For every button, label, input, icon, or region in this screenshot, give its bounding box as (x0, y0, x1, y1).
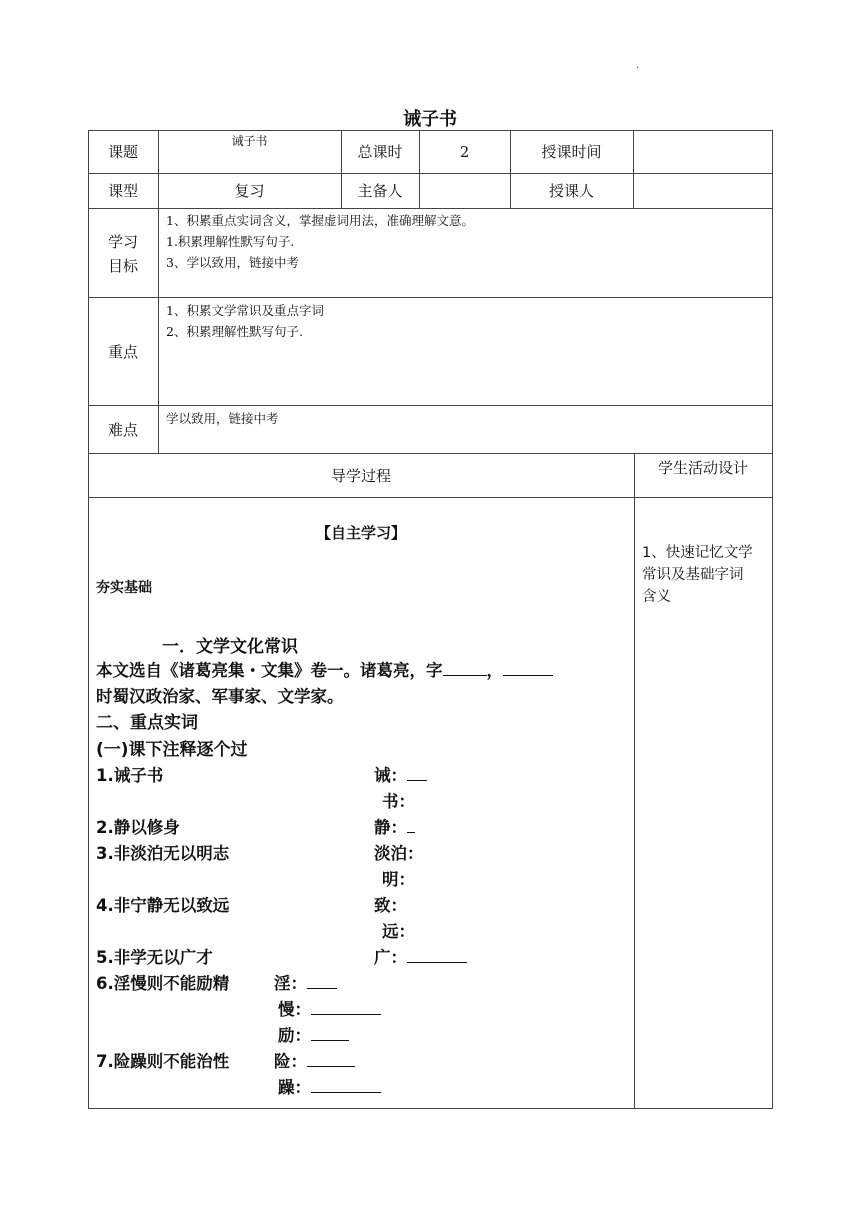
objective-item: 1、积累重点实词含义，掌握虚词用法，准确理解文意。 (166, 213, 474, 228)
answer-blank[interactable] (311, 1078, 381, 1093)
blank-era[interactable] (503, 661, 553, 676)
process-header: 导学过程 (330, 466, 391, 485)
heading-annotations: (一)课下注释逐个过 (96, 740, 248, 760)
objectives-list (166, 210, 766, 273)
type-value: 复习 (234, 182, 265, 200)
heading-key-words: 二、重点实词 (96, 713, 198, 733)
key-point-item: 1、积累文学常识及重点字词 (166, 303, 324, 318)
section-title: 【自主学习】 (315, 524, 406, 542)
item-question: 5.非学无以广才 (96, 948, 213, 967)
heading-literature: 一．文学文化常识 (162, 637, 298, 657)
item-keyword: 静： (374, 814, 415, 838)
answer-blank[interactable] (307, 974, 337, 989)
blank-courtesy-name[interactable] (443, 661, 487, 676)
answer-blank[interactable] (307, 1052, 355, 1067)
item-keyword: 躁： (278, 1074, 381, 1098)
answer-blank[interactable] (407, 818, 415, 833)
item-keyword: 远： (382, 922, 415, 941)
corner-dot: . (636, 60, 640, 71)
activity-list: 1、快速记忆文学 常识及基础字词 含义 (642, 545, 753, 605)
difficulty-text: 学以致用，链接中考 (166, 411, 279, 426)
key-point-item: 2、积累理解性默写句子. (166, 324, 303, 339)
document-title: 诫子书 (403, 109, 457, 130)
total-hours-label: 总课时 (357, 143, 403, 161)
item-question: 6.淫慢则不能励精 (96, 974, 230, 993)
item-question: 7.险躁则不能治性 (96, 1052, 230, 1071)
item-keyword: 广： (374, 944, 467, 968)
answer-blank[interactable] (311, 1000, 381, 1015)
teacher-label: 授课人 (548, 182, 594, 200)
item-question: 3.非淡泊无以明志 (96, 844, 230, 863)
item-keyword: 书： (382, 792, 415, 811)
objectives-label: 学习 目标 (107, 233, 138, 275)
objective-item: 3、学以致用，链接中考 (166, 255, 299, 270)
teacher-value[interactable] (633, 173, 772, 208)
topic-label: 课题 (107, 143, 138, 161)
item-keyword: 诫： (374, 762, 427, 786)
total-hours-value: 2 (459, 142, 470, 161)
preparer-value[interactable] (419, 173, 510, 208)
item-question: 4.非宁静无以致远 (96, 896, 230, 915)
item-keyword: 致： (374, 896, 407, 915)
item-question: 1.诫子书 (96, 766, 164, 785)
key-points-label: 重点 (107, 342, 138, 361)
answer-blank[interactable] (311, 1026, 349, 1041)
literature-paragraph: 本文选自《诸葛亮集・文集》卷一。诸葛亮，字 ， 时蜀汉政治家、军事家、文学家。 (96, 658, 636, 710)
item-keyword: 险： (274, 1048, 355, 1072)
answer-blank[interactable] (407, 766, 427, 781)
difficulty-label: 难点 (107, 420, 138, 439)
item-keyword: 慢： (278, 996, 381, 1020)
answer-blank[interactable] (407, 948, 467, 963)
lesson-time-label: 授课时间 (541, 143, 602, 161)
key-points-list (166, 300, 766, 342)
preparer-label: 主备人 (357, 182, 403, 200)
subtitle: 夯实基础 (96, 580, 152, 596)
item-keyword: 淡泊： (374, 844, 424, 863)
type-label: 课型 (107, 182, 138, 200)
item-keyword: 明： (382, 870, 415, 889)
lesson-time-value[interactable] (633, 130, 772, 173)
objective-item: 1.积累理解性默写句子. (166, 234, 295, 249)
topic-value: 诫子书 (231, 134, 268, 148)
activity-header: 学生活动设计 (657, 459, 748, 477)
item-keyword: 励： (278, 1022, 349, 1046)
item-keyword: 淫： (274, 970, 337, 994)
item-question: 2.静以修身 (96, 818, 180, 837)
